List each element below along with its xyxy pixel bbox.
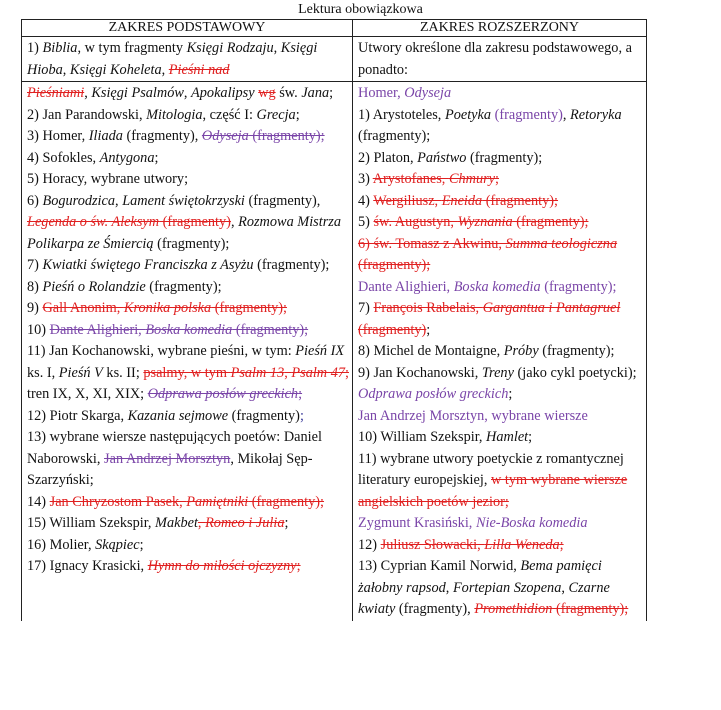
text-segment: ; — [295, 106, 300, 123]
list-item — [358, 212, 643, 234]
list-item — [358, 363, 643, 406]
text-segment: Pieśni nad — [168, 61, 230, 78]
text-segment: (fragmenty) — [358, 321, 427, 338]
text-segment: Jana — [301, 85, 330, 101]
text-segment: 5) Horacy, wybrane utwory; — [27, 171, 189, 187]
text-segment: , — [445, 579, 453, 596]
text-segment: Boska komedia — [145, 321, 233, 338]
list-item — [27, 320, 349, 342]
extended-scope-cell — [353, 82, 647, 621]
text-segment: , — [183, 85, 192, 101]
text-segment: 17) Ignacy Krasicki, — [27, 558, 148, 574]
text-segment: Gargantua i Pantagruel — [482, 300, 621, 316]
text-segment: Poetyka — [444, 106, 492, 123]
text-segment: Boska komedia — [453, 278, 541, 295]
list-item — [358, 427, 643, 449]
text-segment: Mitologia — [146, 106, 203, 123]
text-segment: Iliada — [88, 128, 123, 144]
text-segment: Jan Andrzej Morsztyn, wybrane wiersze — [358, 407, 588, 424]
list-item — [27, 298, 349, 320]
basic-scope-cell — [22, 82, 353, 621]
text-segment: Eneida — [441, 192, 483, 209]
text-segment: (fragmenty); — [540, 278, 617, 295]
text-segment: (fragmenty), — [122, 128, 202, 144]
text-segment: 10) William Szekspir, — [358, 429, 487, 445]
text-segment: 7) — [27, 257, 43, 273]
text-segment: ; — [495, 171, 499, 187]
text-segment: 12) Piotr Skarga, — [27, 407, 128, 424]
text-segment: 3) — [358, 171, 373, 187]
text-segment: Pieśń IX — [295, 343, 345, 359]
header-extended-scope: ZAKRES ROZSZERZONY — [353, 20, 647, 37]
list-item — [27, 535, 349, 557]
list-item — [358, 169, 643, 191]
list-item — [358, 513, 643, 535]
text-segment: 11) Jan Kochanowski, wybrane pieśni, w tym: — [27, 343, 296, 359]
text-segment: Apokalipsy — [191, 85, 255, 101]
text-segment: 8) Michel de Montaigne, — [358, 343, 504, 359]
text-segment: , — [115, 192, 123, 209]
text-segment: Dante Alighieri, — [49, 321, 146, 338]
text-segment: tren IX, X, XI, XIX; — [27, 386, 148, 402]
list-item — [27, 406, 349, 428]
text-segment: 6) św. Tomasz z Akwinu, — [358, 235, 506, 252]
text-segment: ; — [329, 85, 334, 101]
text-segment: (fragmenty) — [159, 214, 231, 230]
text-segment: (fragmenty); — [538, 343, 615, 359]
extended-scope-cell-top — [353, 37, 647, 82]
text-segment: Lament świętokrzyski — [122, 192, 245, 209]
document-title: Lektura obowiązkowa — [298, 2, 423, 17]
text-segment: ks. II; — [102, 364, 144, 381]
list-item — [27, 148, 349, 170]
list-item — [27, 556, 349, 578]
list-item — [358, 449, 643, 514]
list-item — [27, 38, 349, 81]
text-segment: Zygmunt Krasiński, — [358, 515, 476, 531]
text-segment: Kronika polska — [123, 300, 212, 316]
text-segment: (fragmenty); — [248, 128, 325, 144]
text-segment: (fragmenty); — [358, 257, 431, 273]
text-segment: , w tym fragmenty — [77, 40, 187, 56]
text-segment: (fragmenty); — [253, 257, 330, 273]
text-segment: Legenda o św. Aleksym — [27, 214, 160, 230]
text-segment: , — [161, 61, 169, 78]
text-segment: Jan Andrzej Morsztyn — [104, 450, 231, 467]
text-segment: 13) Cyprian Kamil Norwid, — [358, 558, 521, 574]
list-item — [27, 191, 349, 256]
table-row — [22, 37, 647, 82]
list-item — [358, 406, 643, 428]
text-segment: 1) — [27, 40, 43, 56]
text-segment: Odyseja — [404, 85, 452, 101]
list-item — [27, 427, 349, 492]
text-segment: Antygona — [99, 149, 155, 166]
text-segment: ; — [296, 558, 301, 574]
list-item — [27, 169, 349, 191]
text-segment: 6) — [27, 192, 43, 209]
list-item — [358, 83, 643, 105]
list-item — [358, 105, 643, 148]
list-item — [358, 148, 643, 170]
text-segment: Homer, — [358, 85, 405, 101]
text-segment: Dante Alighieri, — [358, 278, 454, 295]
text-segment: Księgi Koheleta — [69, 61, 162, 78]
text-segment: w tym wybrane wiersze angielskich poetów jezior; — [358, 472, 628, 510]
list-item — [358, 38, 643, 81]
list-item — [27, 341, 349, 406]
text-segment: Próby — [503, 343, 539, 359]
text-segment: (fragmenty); — [466, 149, 543, 166]
text-segment: Retoryka — [570, 106, 622, 123]
text-segment: (fragmenty); — [153, 235, 230, 252]
text-segment: 2) Jan Parandowski, — [27, 106, 147, 123]
text-segment: , — [273, 40, 281, 56]
text-segment: 1) Arystoteles, — [358, 106, 445, 123]
text-segment: , — [62, 61, 70, 78]
text-segment: Treny — [481, 364, 514, 381]
text-segment: ; — [139, 536, 144, 553]
text-segment: ; — [345, 364, 349, 381]
text-segment: (fragmenty); — [482, 192, 559, 209]
list-item — [358, 298, 643, 341]
text-segment: Pamiętniki — [186, 493, 249, 510]
text-segment: (fragmenty); — [248, 493, 325, 510]
text-segment: Odyseja — [201, 128, 249, 144]
text-segment: Psalm 13 — [230, 364, 285, 381]
text-segment: (fragmenty), — [244, 192, 321, 209]
header-row — [22, 20, 647, 37]
text-segment: Bema pamięci żałobny rapsod — [358, 558, 602, 596]
list-item — [27, 83, 349, 105]
text-segment: Summa teologiczna — [505, 235, 618, 252]
text-segment: (fragmenty); — [512, 214, 589, 230]
text-segment: 12) — [358, 536, 381, 553]
text-segment: Hymn do miłości ojczyzny — [147, 558, 297, 574]
text-segment: François Rabelais, — [373, 300, 483, 316]
text-segment: Kazania sejmowe — [127, 407, 229, 424]
text-segment: 14) — [27, 493, 50, 510]
text-segment: 9) — [27, 300, 43, 316]
text-segment: (fragmenty), — [395, 601, 475, 617]
table-row — [22, 82, 647, 621]
text-segment: Chmury — [448, 171, 496, 187]
text-segment: 3) Homer, — [27, 128, 89, 144]
text-segment: wg — [258, 85, 276, 101]
text-segment: Grecja — [256, 106, 296, 123]
text-segment: Kwiatki świętego Franciszka z Asyżu — [42, 257, 254, 273]
text-segment: (fragmenty); — [552, 601, 629, 617]
text-segment: (jako cykl poetycki); — [513, 364, 637, 381]
text-segment: Jan Chryzostom Pasek, — [49, 493, 187, 510]
text-segment: 15) William Szekspir, — [27, 515, 156, 531]
text-segment: , Mikołaj Sęp-Szarzyński; — [27, 450, 313, 488]
text-segment: Makbet — [155, 515, 198, 531]
text-segment: Hamlet — [486, 429, 529, 445]
text-segment: , — [284, 364, 292, 381]
text-segment: , — [84, 85, 92, 101]
text-segment: Promethidion — [474, 601, 553, 617]
list-item — [358, 341, 643, 363]
text-segment: ; — [508, 386, 513, 402]
text-segment: 13) wybrane wiersze następujących poetów: Daniel Naborowski, — [27, 429, 322, 467]
text-segment: Czarne kwiaty — [358, 579, 610, 617]
text-segment: Nie-Boska komedia — [475, 515, 588, 531]
list-item — [358, 191, 643, 213]
text-segment: (fragmenty) — [491, 106, 563, 123]
text-segment: Pieśń V — [58, 364, 103, 381]
text-segment: 2) Platon, — [358, 149, 418, 166]
text-segment: Psalm 47 — [291, 364, 346, 381]
list-item — [27, 105, 349, 127]
text-segment: św. — [275, 85, 302, 101]
list-item — [27, 513, 349, 535]
header-basic-scope: ZAKRES PODSTAWOWY — [22, 20, 353, 37]
text-segment: , część I: — [202, 106, 257, 123]
list-item — [27, 126, 349, 148]
text-segment: 8) — [27, 278, 43, 295]
text-segment: 5) — [358, 214, 374, 230]
text-segment: 4) — [358, 192, 374, 209]
text-segment: ; — [528, 429, 533, 445]
text-segment: Wergiliusz, — [373, 192, 442, 209]
text-segment: Lilla Weneda — [484, 536, 560, 553]
text-segment: 10) — [27, 321, 50, 338]
text-segment: 11) wybrane utwory poetyckie z romantycznej literatury europejskiej, — [358, 450, 624, 488]
text-segment: ; — [559, 536, 564, 553]
text-segment: Arystofanes, — [372, 171, 449, 187]
text-segment: (fragmenty); — [145, 278, 222, 295]
text-segment: , — [197, 515, 206, 531]
text-segment: ks. I, — [27, 364, 59, 381]
text-segment: Skąpiec — [95, 536, 140, 553]
text-segment: (fragmenty); — [232, 321, 309, 338]
text-segment: , — [230, 214, 239, 230]
text-segment: , — [562, 106, 571, 123]
text-segment: , — [561, 579, 569, 596]
text-segment: 9) Jan Kochanowski, — [358, 364, 482, 381]
list-item — [27, 277, 349, 299]
text-segment: ; — [299, 407, 304, 424]
text-segment: Gall Anonim, — [42, 300, 124, 316]
list-item — [358, 535, 643, 557]
text-segment: 4) Sofokles, — [27, 149, 100, 166]
list-item — [358, 234, 643, 277]
text-segment: (fragmenty); — [211, 300, 287, 316]
text-segment: Utwory określone dla zakresu podstawowego, a ponadto: — [358, 40, 632, 78]
text-segment: 16) Molier, — [27, 536, 96, 553]
list-item — [358, 556, 643, 621]
text-segment: 7) — [358, 300, 374, 316]
text-segment: (fragmenty); — [358, 128, 431, 144]
text-segment: (fragmenty) — [228, 407, 300, 424]
reading-list-table — [21, 19, 647, 621]
text-segment: Bogurodzica — [42, 192, 116, 209]
text-segment: Odprawa posłów greckich — [358, 386, 509, 402]
text-segment: Romeo i Julia — [205, 515, 285, 531]
text-segment: Księgi Hioba — [27, 40, 318, 78]
text-segment: Pieśń o Rolandzie — [42, 278, 146, 295]
text-segment: Pieśniami — [27, 85, 85, 101]
text-segment: św. Augustyn, — [373, 214, 458, 230]
text-segment: Biblia — [42, 40, 78, 56]
basic-scope-cell-top — [22, 37, 353, 82]
text-segment: Odprawa posłów greckich — [147, 386, 299, 402]
list-item — [27, 492, 349, 514]
text-segment: ; — [284, 515, 289, 531]
text-segment: Księgi Rodzaju — [186, 40, 274, 56]
list-item — [27, 255, 349, 277]
text-segment: psalmy, w tym — [143, 364, 231, 381]
text-segment: Wyznania — [457, 214, 513, 230]
text-segment: Rozmowa Mistrza Polikarpa ze Śmiercią — [27, 214, 341, 252]
text-segment: Państwo — [417, 149, 467, 166]
text-segment: Juliusz Słowacki, — [380, 536, 485, 553]
text-segment: ; — [426, 321, 431, 338]
list-item — [358, 277, 643, 299]
text-segment: Księgi Psalmów — [91, 85, 184, 101]
text-segment: Fortepian Szopena — [452, 579, 562, 596]
text-segment: ; — [154, 149, 159, 166]
text-segment: ; — [298, 386, 303, 402]
